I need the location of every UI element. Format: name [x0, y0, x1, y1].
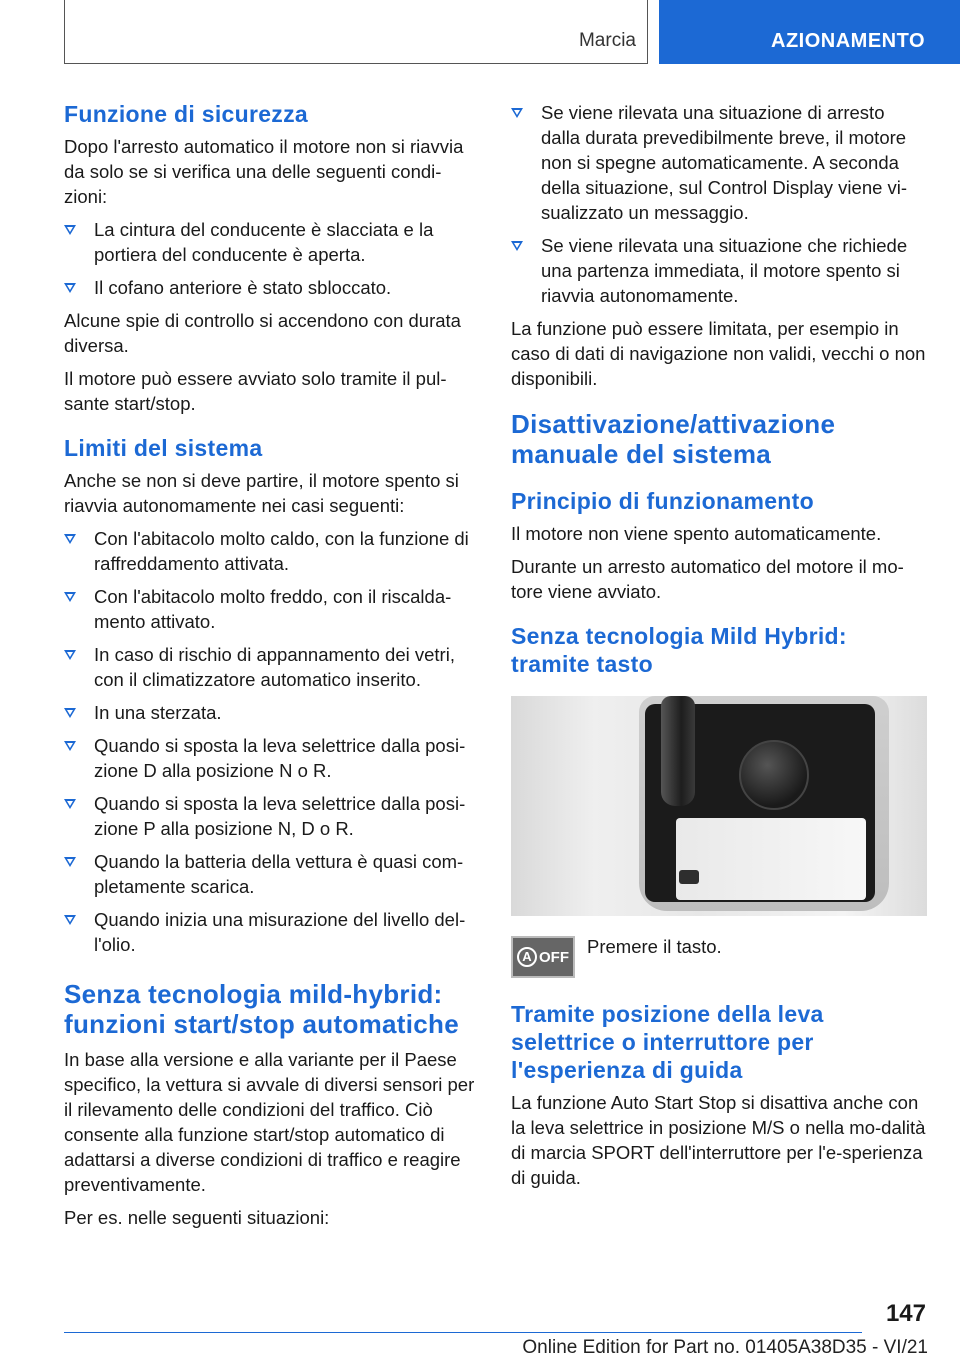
heading-tramite-posizione-leva: Tramite posizione della leva selettrice o interruttore per l'esperienza di guida	[511, 1001, 824, 1083]
paragraph: In base alla versione e alla variante per il Paese specifico, la vettura si avvale di diversi sensori per il rilevamento delle condizioni del traffico. Ciò consente alla funzione start/stop automatico di adattarsi a diverse condizioni di traffico e reagire preventivamente.	[64, 1049, 475, 1195]
triangle-bullet-icon	[64, 283, 76, 293]
triangle-bullet-icon	[64, 534, 76, 544]
list-item: Se viene rilevata una situazione di arresto dalla durata prevedibilmente breve, il motore non si spegne automaticamente. A seconda della situazione, sul Control Display viene vi-sualizzato un messaggio.	[511, 100, 927, 225]
list-item: Quando si sposta la leva selettrice dalla posi-zione D alla posizione N o R.	[64, 733, 480, 783]
list-item: La cintura del conducente è slacciata e la portiera del conducente è aperta.	[64, 217, 480, 267]
bullet-list-limiti	[64, 526, 480, 957]
list-item: In una sterzata.	[64, 700, 480, 725]
header-chapter: AZIONAMENTO	[659, 0, 960, 64]
paragraph: Premere il tasto.	[587, 936, 722, 957]
controller-knob-icon	[739, 740, 809, 810]
heading-principio: Principio di funzionamento	[511, 488, 814, 514]
list-item: Con l'abitacolo molto caldo, con la funzione di raffreddamento attivata.	[64, 526, 480, 576]
list-item: In caso di rischio di appannamento dei vetri, con il climatizzatore automatico inserito.	[64, 642, 480, 692]
gear-selector-lever-icon	[661, 696, 695, 806]
list-item: Il cofano anteriore è stato sbloccato.	[64, 275, 480, 300]
list-item: Quando si sposta la leva selettrice dalla posi-zione P alla posizione N, D o R.	[64, 791, 480, 841]
heading-limiti-sistema: Limiti del sistema	[64, 435, 263, 461]
list-item: Se viene rilevata una situazione che richiede una partenza immediata, il motore spento si riavvia autonomamente.	[511, 233, 927, 308]
list-item: Quando inizia una misurazione del livello del-l'olio.	[64, 907, 480, 957]
triangle-bullet-icon	[64, 799, 76, 809]
parking-brake-icon	[679, 870, 699, 884]
paragraph: Anche se non si deve partire, il motore spento si riavvia autonomamente nei casi seguenti:	[64, 470, 459, 516]
page-number: 147	[885, 1300, 926, 1327]
left-column	[64, 100, 480, 1230]
list-item: Quando la batteria della vettura è quasi com-pletamente scarica.	[64, 849, 480, 899]
paragraph: Dopo l'arresto automatico il motore non si riavvia da solo se si verifica una delle seguenti condi-zioni:	[64, 136, 464, 207]
right-column	[511, 100, 927, 1190]
header-section: Marcia	[578, 30, 636, 51]
paragraph: Il motore non viene spento automaticamente.	[511, 523, 882, 544]
paragraph: La funzione può essere limitata, per esempio in caso di dati di navigazione non validi, vecchi o non disponibili.	[511, 318, 926, 389]
heading-tramite-tasto: Senza tecnologia Mild Hybrid: tramite tasto	[511, 623, 847, 677]
paragraph: Il motore può essere avviato solo tramite il pul-sante start/stop.	[64, 368, 447, 414]
footer-divider	[64, 1332, 862, 1333]
bullet-list-sicurezza	[64, 217, 480, 300]
triangle-bullet-icon	[64, 857, 76, 867]
triangle-bullet-icon	[64, 225, 76, 235]
auto-start-stop-row	[511, 934, 927, 978]
heading-funzione-sicurezza: Funzione di sicurezza	[64, 101, 309, 127]
list-item: Con l'abitacolo molto freddo, con il riscalda-mento attivato.	[64, 584, 480, 634]
bullet-list-situazioni	[511, 100, 927, 308]
heading-senza-mild-hybrid: Senza tecnologia mild-hybrid: funzioni start/stop automatiche	[64, 979, 459, 1039]
paragraph: Alcune spie di controllo si accendono con durata diversa.	[64, 310, 461, 356]
triangle-bullet-icon	[64, 915, 76, 925]
heading-disattivazione: Disattivazione/attivazione manuale del sistema	[511, 409, 836, 469]
paragraph: La funzione Auto Start Stop si disattiva anche con la leva selettrice in posizione M/S o nella mo-dalità di marcia SPORT dell'interruttore per l'e-sperienza di guida.	[511, 1092, 926, 1188]
triangle-bullet-icon	[64, 741, 76, 751]
triangle-bullet-icon	[64, 650, 76, 660]
triangle-bullet-icon	[511, 241, 523, 251]
triangle-bullet-icon	[511, 108, 523, 118]
auto-start-stop-off-icon: A OFF	[511, 936, 575, 978]
triangle-bullet-icon	[64, 592, 76, 602]
center-console-photo	[511, 696, 927, 916]
paragraph: Per es. nelle seguenti situazioni:	[64, 1207, 330, 1228]
triangle-bullet-icon	[64, 708, 76, 718]
paragraph: Durante un arresto automatico del motore il mo-tore viene avviato.	[511, 556, 904, 602]
footer-edition: Online Edition for Part no. 01405A38D35 - VI/21	[522, 1337, 928, 1358]
